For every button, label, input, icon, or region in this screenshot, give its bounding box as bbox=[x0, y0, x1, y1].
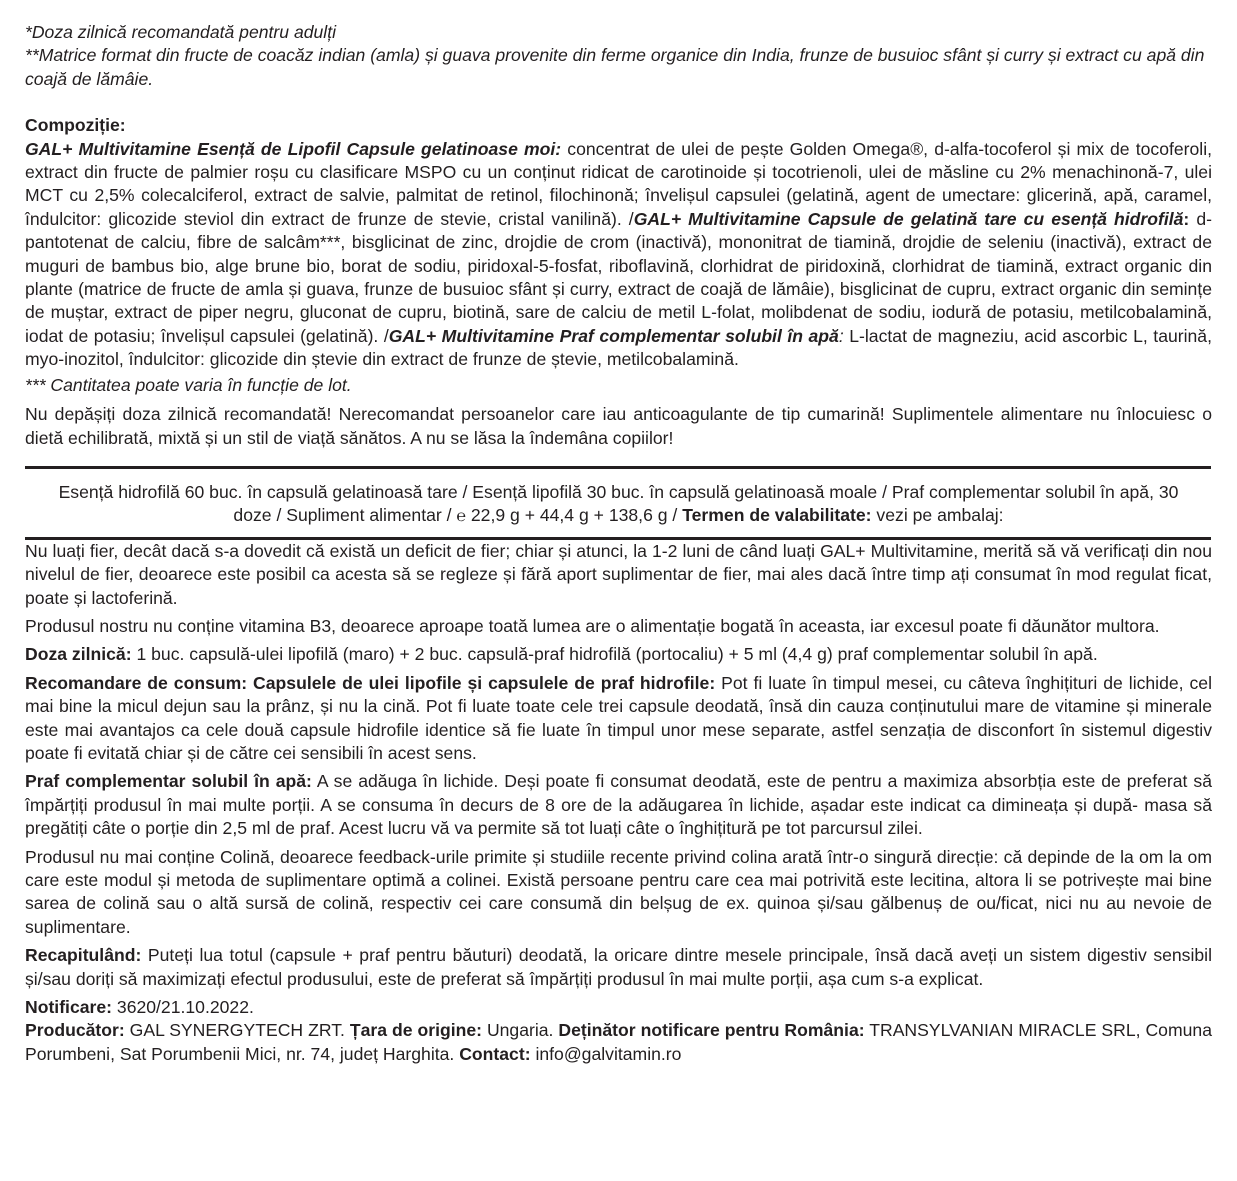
notification-number: 3620/21.10.2022. bbox=[112, 997, 254, 1018]
composition-heading: Compoziție: bbox=[25, 115, 126, 136]
praf-colon: : bbox=[838, 325, 844, 346]
package-info bbox=[25, 481, 1212, 528]
producer-info bbox=[25, 1019, 1212, 1066]
b3-note: Produsul nostru nu conține vitamina B3, deoarece aproape toată lumea are o alimentație bogată în aceasta, iar excesul poate fi dăunător multora. bbox=[25, 615, 1160, 636]
summary bbox=[25, 944, 1212, 991]
contact-label: Contact: bbox=[459, 1043, 531, 1064]
powder-instructions bbox=[25, 770, 1212, 840]
composition-paragraph bbox=[25, 138, 1212, 372]
package-weights: 22,9 g + 44,4 g + 138,6 g / bbox=[466, 505, 683, 526]
summary-label: Recapitulând: bbox=[25, 945, 142, 966]
powder-text: A se adăuga în lichide. Deși poate fi consumat deodată, este de pentru a maximiza absorbția este de preferat să împărțiți produsul în mai multe porții. A se consuma în decurs de 8 ore de la adăugarea în lichide, așadar este indicat ca dimineața și după- masa să pregătiți câte o porție din 2,5 ml de praf. Acest lucru vă va permite să tot luați câte o înghițitură pe tot parcursul zilei. bbox=[25, 771, 1212, 839]
expiry-text: vezi pe ambalaj: bbox=[871, 505, 1004, 526]
matrix-footnote: **Matrice format din fructe de coacăz indian (amla) și guava provenite din ferme organice din India, frunze de busuioc sfânt și curry și extract cu apă din coajă de lămâie. bbox=[25, 45, 1205, 89]
notification bbox=[25, 996, 1212, 1019]
praf-title: GAL+ Multivitamine Praf complementar solubil în apă bbox=[388, 325, 839, 346]
recommendation-text: Pot fi luate în timpul mesei, cu câteva înghițituri de lichide, cel mai bine la micul dejun sau la prânz, și nu la cină. Pot fi luate toate cele trei capsule deodată, însă din cauza conținutului mare de vitamine și minerale este mai avantajos ca cele două capsule hidrofile identice să fie luate în timpul unor mese separate, astfel senzația de disconfort în sistemul digestiv poate fi evitată chiar și de către cei sensibili în acest sens. bbox=[25, 672, 1212, 763]
expiry-label: Termen de valabilitate: bbox=[682, 505, 872, 526]
daily-dose bbox=[25, 643, 1212, 666]
origin-country: Ungaria. bbox=[481, 1020, 559, 1041]
contact-email: info@galvitamin.ro bbox=[530, 1043, 682, 1064]
hidrofil-colon: : bbox=[1183, 208, 1190, 229]
daily-dose-footnote: *Doza zilnică recomandată pentru adulți bbox=[25, 22, 337, 42]
summary-text: Puteți lua totul (capsule + praf pentru băuturi) deodată, la oricare dintre mesele principale, însă dacă aveți un sistem digestiv sensibil și/sau doriți să maximizați efectul produsului, este de preferat să împărțiți produsul în mai multe porții, așa cum s-a explicat. bbox=[25, 945, 1212, 989]
warning-text: Nu depășiți doza zilnică recomandată! Nerecomandat persoanelor care iau anticoagulante de tip cumarină! Suplimentele alimentare nu înlocuiesc o dietă echilibrată, mixtă și un stil de viață sănătos. A nu se lăsa la îndemâna copiilor! bbox=[25, 404, 1212, 448]
praf-ingredients: L-lactat de magneziu, acid ascorbic L, taurină, myo-inozitol, îndulcitor: glicozide din ștevie din extract de frunze de ștevie, metilcobalamină. bbox=[25, 325, 1212, 370]
lot-note: *** Cantitatea poate varia în funcție de lot. bbox=[25, 374, 352, 395]
footnotes bbox=[25, 21, 1212, 91]
package-contents: Esență hidrofilă 60 buc. în capsulă gelatinoasă tare / Esență lipofilă 30 buc. în capsulă gelatinoasă moale / Praf complementar solubil în apă, 30 doze / Supliment alimentar / bbox=[58, 481, 1179, 526]
powder-label: Praf complementar solubil în apă: bbox=[25, 771, 312, 792]
iron-note: Nu luați fier, decât dacă s-a dovedit că există un deficit de fier; chiar și atunci, la 1-2 luni de când luați GAL+ Multivitamine, merită să vă verificați din nou nivelul de fier, deoarece este posibil ca acesta să se regleze și fără aport suplimentar de fier, mai ales dacă între timp ați consumat în mod regulat ficat, poate și lactoferină. bbox=[25, 540, 1212, 608]
recommendation-label: Recomandare de consum: Capsulele de ulei lipofile și capsulele de praf hidrofile: bbox=[25, 672, 716, 693]
holder-details: TRANSYLVANIAN MIRACLE SRL, Comuna Porumbeni, Sat Porumbenii Mici, nr. 74, județ Harghita. bbox=[25, 1020, 1212, 1064]
hidrofil-ingredients: d-pantotenat de calciu, fibre de salcâm***, bisglicinat de zinc, drojdie de crom (inactivă), mononitrat de tiamină, drojdie de seleniu (inactivă), extract de muguri de bambus bio, alge brune bio, borat de sodiu, piridoxal-5-fosfat, riboflavină, clorhidrat de piridoxină, clorhidrat de tiamină, extract organic din plante (matrice de fructe de amla și guava, frunze de busuioc sfânt și curry, extract de coajă de lămâie), bisglicinat de cupru, extract organic din semințe de muștar, extract de piper negru, gluconat de cupru, biotină, sare de calciu de metil L-folat, molibdenat de sodiu, iodură de potasiu, metilcobalamină, iodat de potasiu; învelișul capsulei (gelatină). / bbox=[25, 208, 1212, 346]
daily-dose-text: 1 buc. capsulă-ulei lipofilă (maro) + 2 buc. capsulă-praf hidrofilă (portocaliu) + 5 ml (4,4 g) praf complementar solubil în apă. bbox=[131, 644, 1098, 665]
holder-label: Deținător notificare pentru România: bbox=[558, 1020, 865, 1041]
hidrofil-title: GAL+ Multivitamine Capsule de gelatină tare cu esență hidrofilă bbox=[633, 208, 1184, 229]
producer-name: GAL SYNERGYTECH ZRT. bbox=[124, 1020, 350, 1041]
daily-dose-label: Doza zilnică: bbox=[25, 644, 132, 665]
choline-note: Produsul nu mai conține Colină, deoarece feedback-urile primite și studiile recente privind colina arată într-o singură direcție: că depinde de la om la om care este modul și metoda de suplimentare optimă a colinei. Există persoane pentru care cea mai potrivită este lecitina, altora li se potrivește mai bine sarea de colină sau o altă sursă de colină, respectiv cei care consumă din belșug de ex. quinoa și/sau gălbenuș de ou/ficat, nici nu au nevoie de suplimentare. bbox=[25, 846, 1212, 937]
estimated-sign: ℮ bbox=[456, 506, 466, 526]
notification-label: Notificare: bbox=[25, 997, 113, 1018]
top-divider bbox=[25, 466, 1211, 469]
producer-label: Producător: bbox=[25, 1020, 125, 1041]
lipofil-ingredients: concentrat de ulei de pește Golden Omega®, d-alfa-tocoferol și mix de tocoferoli, extract din fructe de palmier roșu cu clasificare MSPO cu un conținut ridicat de carotinoide și tocotrienoli, ulei de măsline cu 2% menachinonă-7, ulei MCT cu 2,5% colecalciferol, extract de salvie, palmitat de retinol, filochinonă; învelișul capsulei (gelatină, agent de umectare: glicerină, apă, caramel, îndulcitor: glicozide steviol din extract de frunze de stevie, cristal vanilină). / bbox=[25, 138, 1212, 229]
origin-label: Țara de origine: bbox=[349, 1020, 482, 1041]
consumption-recommendation bbox=[25, 672, 1212, 766]
lipofil-title: GAL+ Multivitamine Esență de Lipofil Capsule gelatinoase moi: bbox=[25, 138, 562, 159]
